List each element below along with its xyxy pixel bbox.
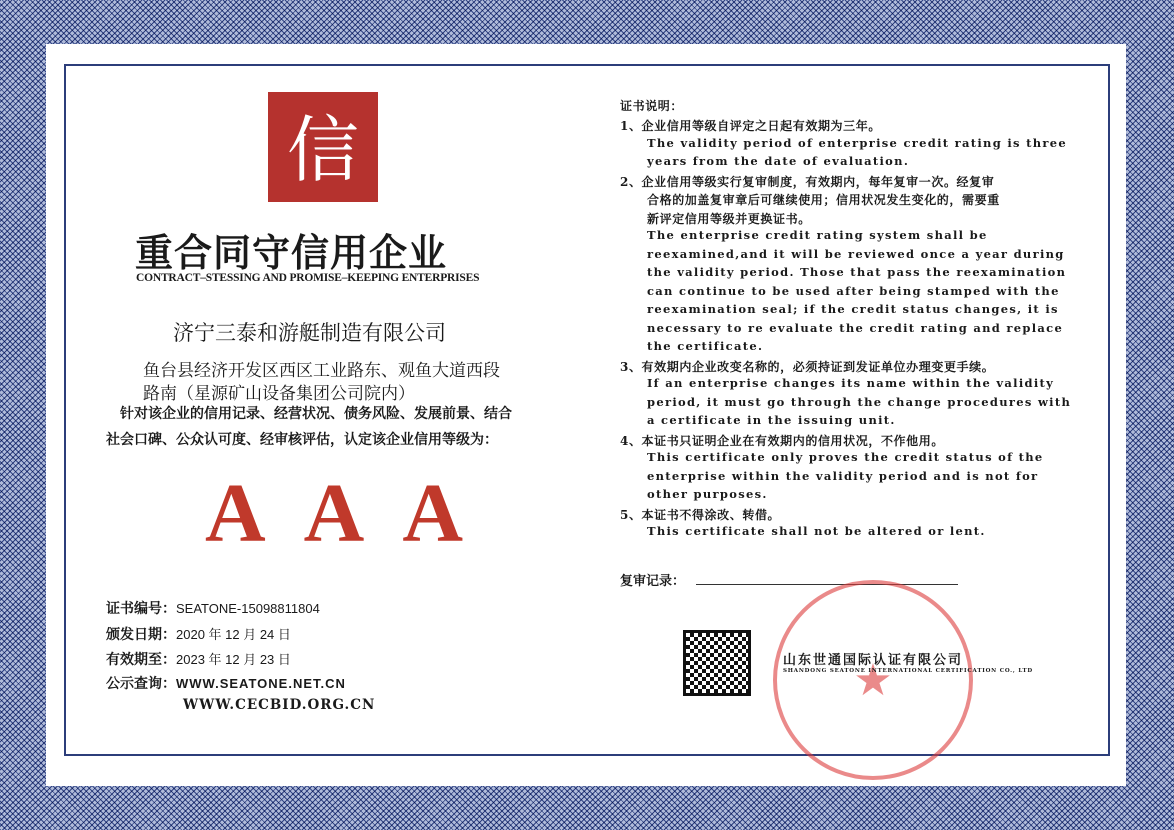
certificate-subtitle: CONTRACT–STESSING AND PROMISE–KEEPING ENTERPRISES xyxy=(136,272,480,284)
rating-basis-line: 针对该企业的信用记录、经营状况、债务风险、发展前景、结合 xyxy=(120,406,512,422)
note-line: 2、企业信用等级实行复审制度，有效期内，每年复审一次。经复审 xyxy=(620,174,995,189)
cert-number-value: SEATONE-15098811804 xyxy=(176,601,320,616)
official-seal: ★ xyxy=(773,580,973,780)
issuer-name-en: SHANDONG SEATONE INTERNATIONAL CERTIFICATION CO., LTD xyxy=(783,668,1033,674)
note-line: the validity period. Those that pass the reexamination xyxy=(647,265,1067,279)
note-line: enterprise within the validity period and is not for xyxy=(647,468,1039,483)
address-line: 路南（星源矿山设备集团公司院内） xyxy=(143,384,415,403)
note-line: 合格的加盖复审章后可继续使用；信用状况发生变化的，需要重 xyxy=(647,193,1000,207)
note-line: a certificate in the issuing unit. xyxy=(647,413,896,427)
review-record-label: 复审记录： xyxy=(620,574,686,589)
note-line: the certificate. xyxy=(647,339,764,353)
query-url-seatone[interactable]: WWW.SEATONE.NET.CN xyxy=(176,676,346,691)
note-line: 3、有效期内企业改变名称的，必须持证到发证单位办理变更手续。 xyxy=(620,359,995,374)
valid-until-field xyxy=(106,649,291,669)
note-line: If an enterprise changes its name within the validity xyxy=(647,376,1055,390)
note-line: 5、本证书不得涂改、转借。 xyxy=(620,507,781,522)
valid-until-value: 2023 年 12 月 23 日 xyxy=(176,652,291,667)
cert-number-label: 证书编号： xyxy=(106,601,176,617)
valid-until-label: 有效期至： xyxy=(106,652,176,668)
query-label: 公示查询： xyxy=(106,676,176,692)
cert-number-field xyxy=(106,598,320,618)
company-name: 济宁三泰和游艇制造有限公司 xyxy=(173,321,446,345)
note-line: The validity period of enterprise credit rating is three xyxy=(647,135,1067,150)
credit-logo xyxy=(270,94,376,200)
issue-date-value: 2020 年 12 月 24 日 xyxy=(176,627,291,642)
note-line: 新评定信用等级并更换证书。 xyxy=(647,211,811,226)
address-line: 鱼台县经济开发区西区工业路东、观鱼大道西段 xyxy=(143,361,500,380)
notes-heading: 证书说明： xyxy=(620,99,684,113)
note-line: necessary to re evaluate the credit rating and replace xyxy=(647,320,1064,335)
logo-glyph: 信 xyxy=(286,108,360,192)
note-line: reexamined,and it will be reviewed once a year during xyxy=(647,246,1065,261)
note-line: reexamination seal; if the credit status changes, it is xyxy=(647,302,1059,316)
note-line: This certificate shall not be altered or lent. xyxy=(647,524,986,538)
note-line: This certificate only proves the credit status of the xyxy=(647,450,1044,464)
note-line: can continue to be used after being stamped with the xyxy=(647,283,1060,298)
note-line: The enterprise credit rating system shall be xyxy=(647,228,988,242)
certificate-title: 重合同守信用企业 xyxy=(135,230,448,275)
note-line: period, it must go through the change procedures with xyxy=(647,394,1072,409)
issue-date-field xyxy=(106,624,291,644)
query-field xyxy=(106,673,346,693)
credit-rating: AAA xyxy=(205,467,501,560)
note-line: other purposes. xyxy=(647,487,768,501)
issuer-name: 山东世通国际认证有限公司 xyxy=(783,653,964,668)
note-line: 4、本证书只证明企业在有效期内的信用状况，不作他用。 xyxy=(620,433,944,448)
qr-code[interactable] xyxy=(683,630,751,696)
issue-date-label: 颁发日期： xyxy=(106,627,176,643)
review-record-line xyxy=(696,584,958,585)
note-line: years from the date of evaluation. xyxy=(647,154,910,168)
rating-basis-line: 社会口碑、公众认可度、经审核评估，认定该企业信用等级为： xyxy=(106,432,498,448)
note-line: 1、企业信用等级自评定之日起有效期为三年。 xyxy=(620,119,881,133)
query-url-cecbid[interactable]: WWW.CECBID.ORG.CN xyxy=(183,697,376,713)
